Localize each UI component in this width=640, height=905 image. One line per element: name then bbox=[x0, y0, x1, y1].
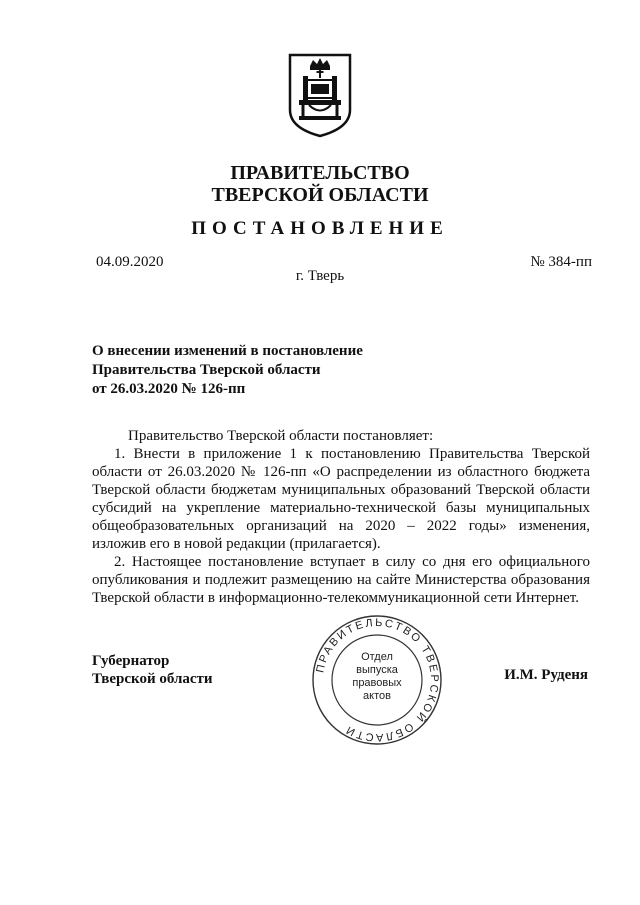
subject-line: Правительства Тверской области bbox=[92, 362, 321, 378]
document-city: г. Тверь bbox=[295, 268, 345, 284]
body-paragraph-2: 2. Настоящее постановление вступает в силу со дня его официального опубликования и подлежит размещению на сайте Министерства образования Тверской области в информационно-телекоммуникационной сети Интернет. bbox=[92, 554, 590, 606]
subject-line: О внесении изменений в постановление bbox=[92, 343, 363, 359]
signatory-title-line1: Губернатор bbox=[92, 653, 170, 669]
stamp-ring-text: ПРАВИТЕЛЬСТВО ТВЕРСКОЙ ОБЛАСТИ bbox=[314, 616, 441, 744]
stamp-line: правовых bbox=[352, 677, 402, 689]
document-number: № 384-пп bbox=[530, 254, 592, 270]
document-subject bbox=[92, 342, 363, 399]
stamp-line: актов bbox=[363, 690, 391, 702]
subject-line: от 26.03.2020 № 126-пп bbox=[92, 381, 246, 397]
organization-title-line2: ТВЕРСКОЙ ОБЛАСТИ bbox=[211, 184, 429, 206]
stamp-center-text bbox=[340, 651, 414, 703]
body-paragraph-1: 1. Внести в приложение 1 к постановлению Правительства Тверской области от 26.03.2020 № 126-пп «О распределении из областного бюджета Тверской области бюджетам муниципальных образований Тверской области субсидий на укрепление материально-технической базы муниципальных общеобразовательных организаций на 2020 – 2022 годы» изменения, изложив его в новой редакции (прилагается). bbox=[92, 446, 590, 552]
signatory-name: И.М. Руденя bbox=[504, 667, 588, 683]
body-intro: Правительство Тверской области постановляет: bbox=[128, 428, 434, 444]
document-date: 04.09.2020 bbox=[96, 254, 164, 270]
stamp-line: Отдел bbox=[361, 651, 393, 663]
stamp-line: выпуска bbox=[356, 664, 398, 676]
coat-of-arms-icon bbox=[287, 52, 353, 138]
document-type: ПОСТАНОВЛЕНИЕ bbox=[191, 218, 449, 239]
document-body bbox=[92, 427, 590, 607]
organization-title-line1: ПРАВИТЕЛЬСТВО bbox=[230, 162, 410, 184]
signatory-title-line2: Тверской области bbox=[92, 671, 213, 687]
signatory-title bbox=[92, 652, 213, 688]
